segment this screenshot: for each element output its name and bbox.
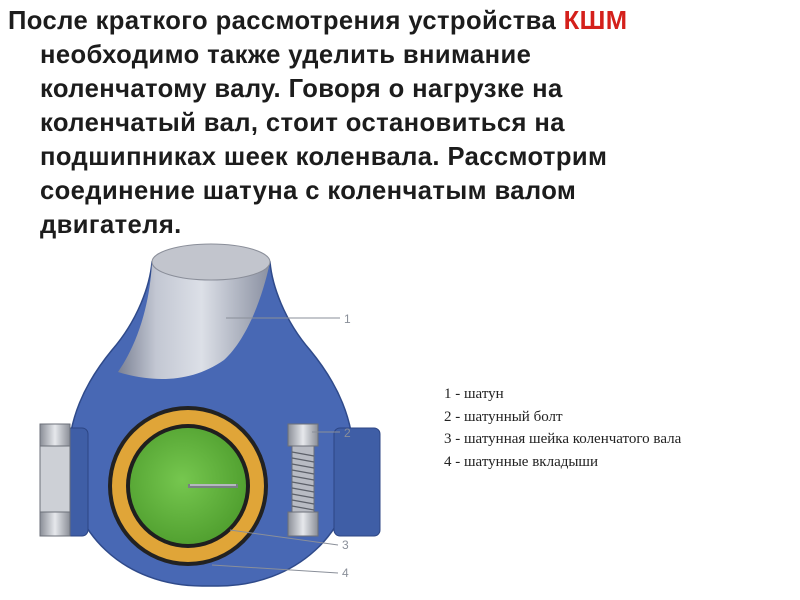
intro-line-4: коленчатый вал, стоит остановиться на (40, 109, 565, 137)
intro-line-3: коленчатому валу. Говоря о нагрузке на (40, 75, 563, 103)
rod-bolt-left-nut-top (40, 424, 70, 446)
intro-line-2: необходимо также уделить внимание (40, 41, 532, 69)
intro-line-5: подшипниках шеек коленвала. Рассмотрим (40, 143, 608, 171)
kshm-abbreviation: КШМ (563, 7, 628, 35)
callout-3: 3 (342, 538, 349, 552)
callout-4: 4 (342, 566, 349, 580)
intro-line-6: соединение шатуна с коленчатым валом (40, 177, 577, 205)
legend-item-1: 1 - шатун (444, 386, 504, 402)
callout-1: 1 (344, 312, 351, 326)
rod-bolt-right-thread (292, 446, 314, 512)
legend-item-4: 4 - шатунные вкладыши (444, 453, 599, 470)
rod-bolt-left-body (40, 446, 70, 512)
rod-boss-right (334, 428, 380, 536)
rod-bolt-left-nut-bottom (40, 512, 70, 536)
intro-line-1-text: После краткого рассмотрения устройства (8, 7, 564, 35)
intro-line-7: двигателя. (40, 211, 182, 239)
diagram-legend (444, 383, 681, 473)
intro-paragraph (8, 4, 778, 242)
legend-item-2: 2 - шатунный болт (444, 408, 563, 425)
legend-item-3: 3 - шатунная шейка коленчатого вала (444, 431, 682, 447)
rod-bolt-right-nut-top (288, 424, 318, 446)
callout-2: 2 (344, 426, 351, 440)
intro-line-1 (8, 4, 778, 38)
rod-bolt-right-nut-bottom (288, 512, 318, 536)
connecting-rod-top (152, 244, 270, 280)
